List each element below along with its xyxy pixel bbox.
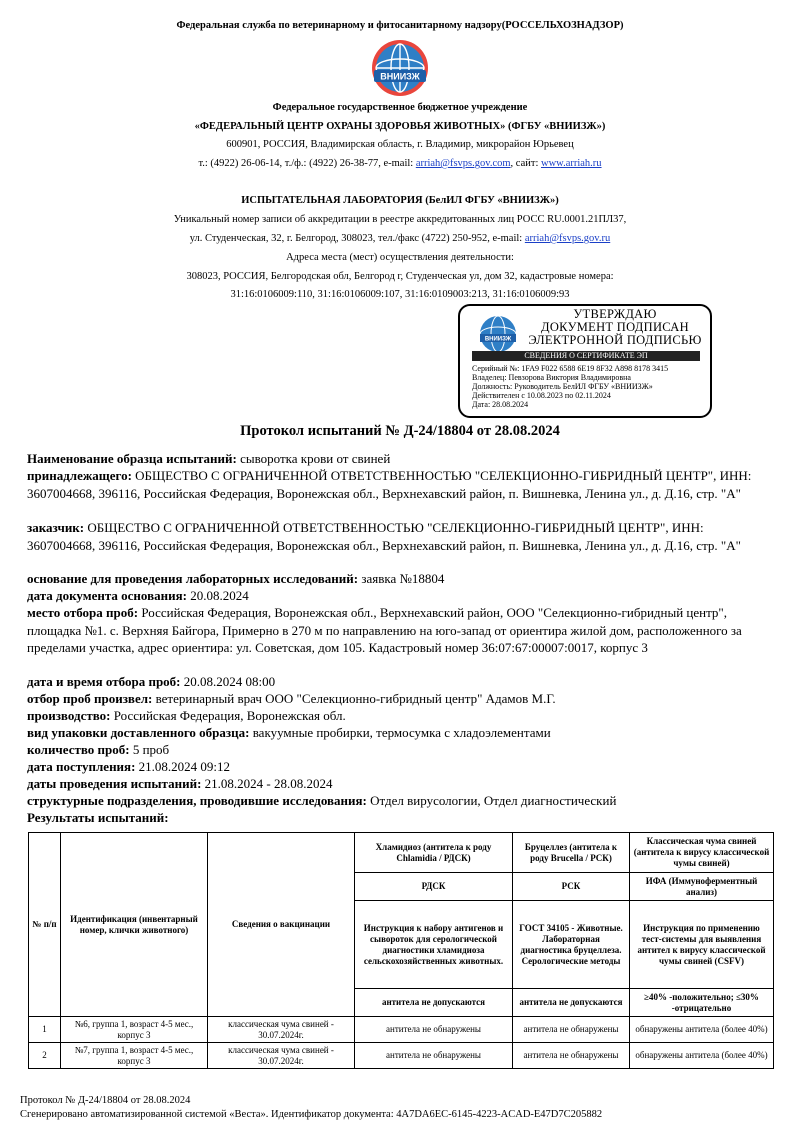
test-csf-norm: ≥40% -положительно; ≤30% -отрицательно [630,989,774,1017]
activity-address: 308023, РОССИЯ, Белгородская обл, Белгород г, Студенческая ул, дом 32, кадастровые номера: [186,271,614,282]
field-sampled-by [27,690,775,708]
row-result-csf: обнаружены антитела (более 40%) [630,1043,774,1069]
stamp-logo-text: ВНИИЗЖ [484,336,512,343]
field-sampling-datetime [27,673,775,691]
field-value: ветеринарный врач ООО "Селекционно-гибридный центр" Адамов М.Г. [152,691,556,706]
field-label: Наименование образца испытаний: [27,451,237,466]
field-label: отбор проб произвел: [27,691,153,706]
field-value: заявка №18804 [358,571,445,586]
field-label: количество проб: [27,742,130,757]
field-value: 20.08.2024 [186,588,249,603]
table-row [29,1043,774,1069]
logo-text: ВНИИЗЖ [380,71,420,82]
field-label: место отбора проб: [27,605,139,620]
lab-email-link[interactable]: arriah@fsvps.gov.ru [524,233,611,244]
table-header-row [29,833,774,873]
signature-stamp [458,304,712,418]
lab-address-text: ул. Студенческая, 32, г. Белгород, 308023, тел./факс (4722) 250-952, e-mail: [189,233,525,244]
institution-name: «ФЕДЕРАЛЬНЫЙ ЦЕНТР ОХРАНЫ ЗДОРОВЬЯ ЖИВОТНЫХ» (ФГБУ «ВНИИЗЖ») [194,121,606,132]
test-csf-instruction: Инструкция по применению тест-системы для выявления антител к вирусу классической чумы свиней (CSFV) [630,901,774,989]
cadastral-numbers: 31:16:0106009:110, 31:16:0106009:107, 31:16:0109003:213, 31:16:0106009:93 [230,289,570,300]
institution-type: Федеральное государственное бюджетное учреждение [272,102,528,113]
results-heading [27,809,775,827]
row-result-chlamydia: антитела не обнаружены [355,1043,513,1069]
field-value: 20.08.2024 08:00 [180,674,276,689]
footer-generated: Сгенерировано автоматизированной системой «Веста». Идентификатор документа: 4A7DA6EC-6145-4223-ACAD-E47D7C205882 [20,1109,603,1120]
protocol-title: Протокол испытаний № Д-24/18804 от 28.08.2024 [240,423,560,439]
row-number: 2 [29,1043,61,1069]
row-number: 1 [29,1017,61,1043]
row-vaccination: классическая чума свиней - 30.07.2024г. [208,1043,355,1069]
col-vaccination-header: Сведения о вакцинации [208,833,355,1017]
col-number-header: № п/п [29,833,61,1017]
test-chlamydia-instruction: Инструкция к набору антигенов и сывороток для серологической диагностики хламидиоза сельскохозяйственных животных. [355,901,513,989]
field-label: принадлежащего: [27,468,132,483]
field-label: основание для проведения лабораторных исследований: [27,571,359,586]
field-basis-date [27,587,775,605]
row-id: №6, группа 1, возраст 4-5 мес., корпус 3 [61,1017,208,1043]
agency-name: Федеральная служба по ветеринарному и фитосанитарному надзору(РОССЕЛЬХОЗНАДЗОР) [176,20,624,31]
activity-places-title: Адреса места (мест) осуществления деятельности: [286,252,514,263]
institution-contacts [0,158,800,169]
test-brucella-norm: антитела не допускаются [513,989,630,1017]
lab-address [0,233,800,244]
stamp-esign: ЭЛЕКТРОННОЙ ПОДПИСЬЮ [528,333,702,347]
table-row [29,1017,774,1043]
email-link[interactable]: arriah@fsvps.gov.com [415,158,511,169]
col-id-header: Идентификация (инвентарный номер, клички животного) [61,833,208,1017]
row-result-brucella: антитела не обнаружены [513,1017,630,1043]
test-chlamydia-method: РДСК [355,873,513,901]
stamp-logo [478,314,518,354]
field-basis [27,570,775,588]
field-customer [27,519,775,554]
field-value: Отдел вирусологии, Отдел диагностический [366,793,617,808]
field-value: 5 проб [129,742,170,757]
field-label: Результаты испытаний: [27,810,169,825]
field-label: структурные подразделения, проводившие исследования: [27,793,367,808]
field-sampling-place [27,604,775,657]
test-brucella-instruction: ГОСТ 34105 - Животные. Лабораторная диагностика бруцеллеза. Серологические методы [513,901,630,989]
accreditation-line: Уникальный номер записи об аккредитации в реестре аккредитованных лиц РОСС RU.0001.21ПЛ37, [173,214,627,225]
field-production [27,707,775,725]
field-label: дата документа основания: [27,588,187,603]
field-value: вакуумные пробирки, термосумка с хладоэлементами [249,725,551,740]
test-chlamydia-header: Хламидиоз (антитела к роду Chlamidia / РДСК) [355,833,513,873]
field-label: даты проведения испытаний: [27,776,202,791]
stamp-approve: УТВЕРЖДАЮ [573,307,657,321]
test-chlamydia-norm: антитела не допускаются [355,989,513,1017]
field-label: дата поступления: [27,759,136,774]
stamp-date: Дата: 28.08.2024 [472,400,529,409]
field-label: дата и время отбора проб: [27,674,181,689]
test-csf-header: Классическая чума свиней (антитела к вирусу классической чумы свиней) [630,833,774,873]
site-link[interactable]: www.arriah.ru [541,158,602,169]
contacts-text: т.: (4922) 26-06-14, т./ф.: (4922) 26-38-77, e-mail: [198,158,416,169]
stamp-valid: Действителен с 10.08.2023 по 02.11.2024 [472,391,611,400]
field-value: 21.08.2024 - 28.08.2024 [201,776,333,791]
field-value: 21.08.2024 09:12 [135,759,231,774]
field-value: ОБЩЕСТВО С ОГРАНИЧЕННОЙ ОТВЕТСТВЕННОСТЬЮ "СЕЛЕКЦИОННО-ГИБРИДНЫЙ ЦЕНТР", ИНН: 3607004668, 396116, Российская Федерация, Воронежская обл., Верхнехавский район, п. Вишневка, Ленина ул., д. Д.16, стр. "А" [27,520,741,553]
field-value: Российская Федерация, Воронежская обл., Верхнехавский район, ООО "Селекционно-гибридный центр", площадка №1. с. Верхняя Байгора, Примерно в 270 м по направлению на юго-запад от ориентира жилой дом, расположенного за пределами участка, адрес ориентира: ул. Советская, дом 105. Кадастровый номер 36:07:67:00007:0017, корпус 3 [27,605,742,655]
field-value: Российская Федерация, Воронежская обл. [110,708,346,723]
stamp-position: Должность: Руководитель БелИЛ ФГБУ «ВНИИЗЖ» [472,382,653,391]
site-prefix: , сайт: [510,158,541,169]
field-label: производство: [27,708,111,723]
stamp-serial: Серийный №: 1FA9 F022 6588 6E19 8F32 A898 8178 3415 [472,364,669,373]
row-result-brucella: антитела не обнаружены [513,1043,630,1069]
stamp-owner: Владелец: Певзорова Виктория Владимировна [472,373,631,382]
lab-name: ИСПЫТАТЕЛЬНАЯ ЛАБОРАТОРИЯ (БелИЛ ФГБУ «ВНИИЗЖ») [241,195,559,206]
row-id: №7, группа 1, возраст 4-5 мес., корпус 3 [61,1043,208,1069]
field-owner [27,467,775,502]
field-sample-count [27,741,775,759]
stamp-cert-bar: СВЕДЕНИЯ О СЕРТИФИКАТЕ ЭП [472,351,700,361]
test-brucella-header: Бруцеллез (антитела к роду Brucella / РСК) [513,833,630,873]
field-label: заказчик: [27,520,85,535]
row-result-chlamydia: антитела не обнаружены [355,1017,513,1043]
field-label: вид упаковки доставленного образца: [27,725,250,740]
results-table [28,832,774,1069]
vniizzh-logo [368,36,432,100]
field-value: сыворотка крови от свиней [236,451,391,466]
field-departments [27,792,775,810]
test-brucella-method: РСК [513,873,630,901]
stamp-signed: ДОКУМЕНТ ПОДПИСАН [541,320,689,334]
field-packaging [27,724,775,742]
field-receipt-date [27,758,775,776]
field-test-dates [27,775,775,793]
test-csf-method: ИФА (Иммуноферментный анализ) [630,873,774,901]
field-value: ОБЩЕСТВО С ОГРАНИЧЕННОЙ ОТВЕТСТВЕННОСТЬЮ "СЕЛЕКЦИОННО-ГИБРИДНЫЙ ЦЕНТР", ИНН: 3607004668, 396116, Российская Федерация, Воронежская обл., Верхнехавский район, п. Вишневка, Ленина ул., д. Д.16, стр. "А" [27,468,752,501]
footer-protocol: Протокол № Д-24/18804 от 28.08.2024 [20,1095,191,1106]
field-sample-name [27,450,775,468]
row-vaccination: классическая чума свиней - 30.07.2024г. [208,1017,355,1043]
institution-address: 600901, РОССИЯ, Владимирская область, г. Владимир, микрорайон Юрьевец [226,139,574,150]
row-result-csf: обнаружены антитела (более 40%) [630,1017,774,1043]
